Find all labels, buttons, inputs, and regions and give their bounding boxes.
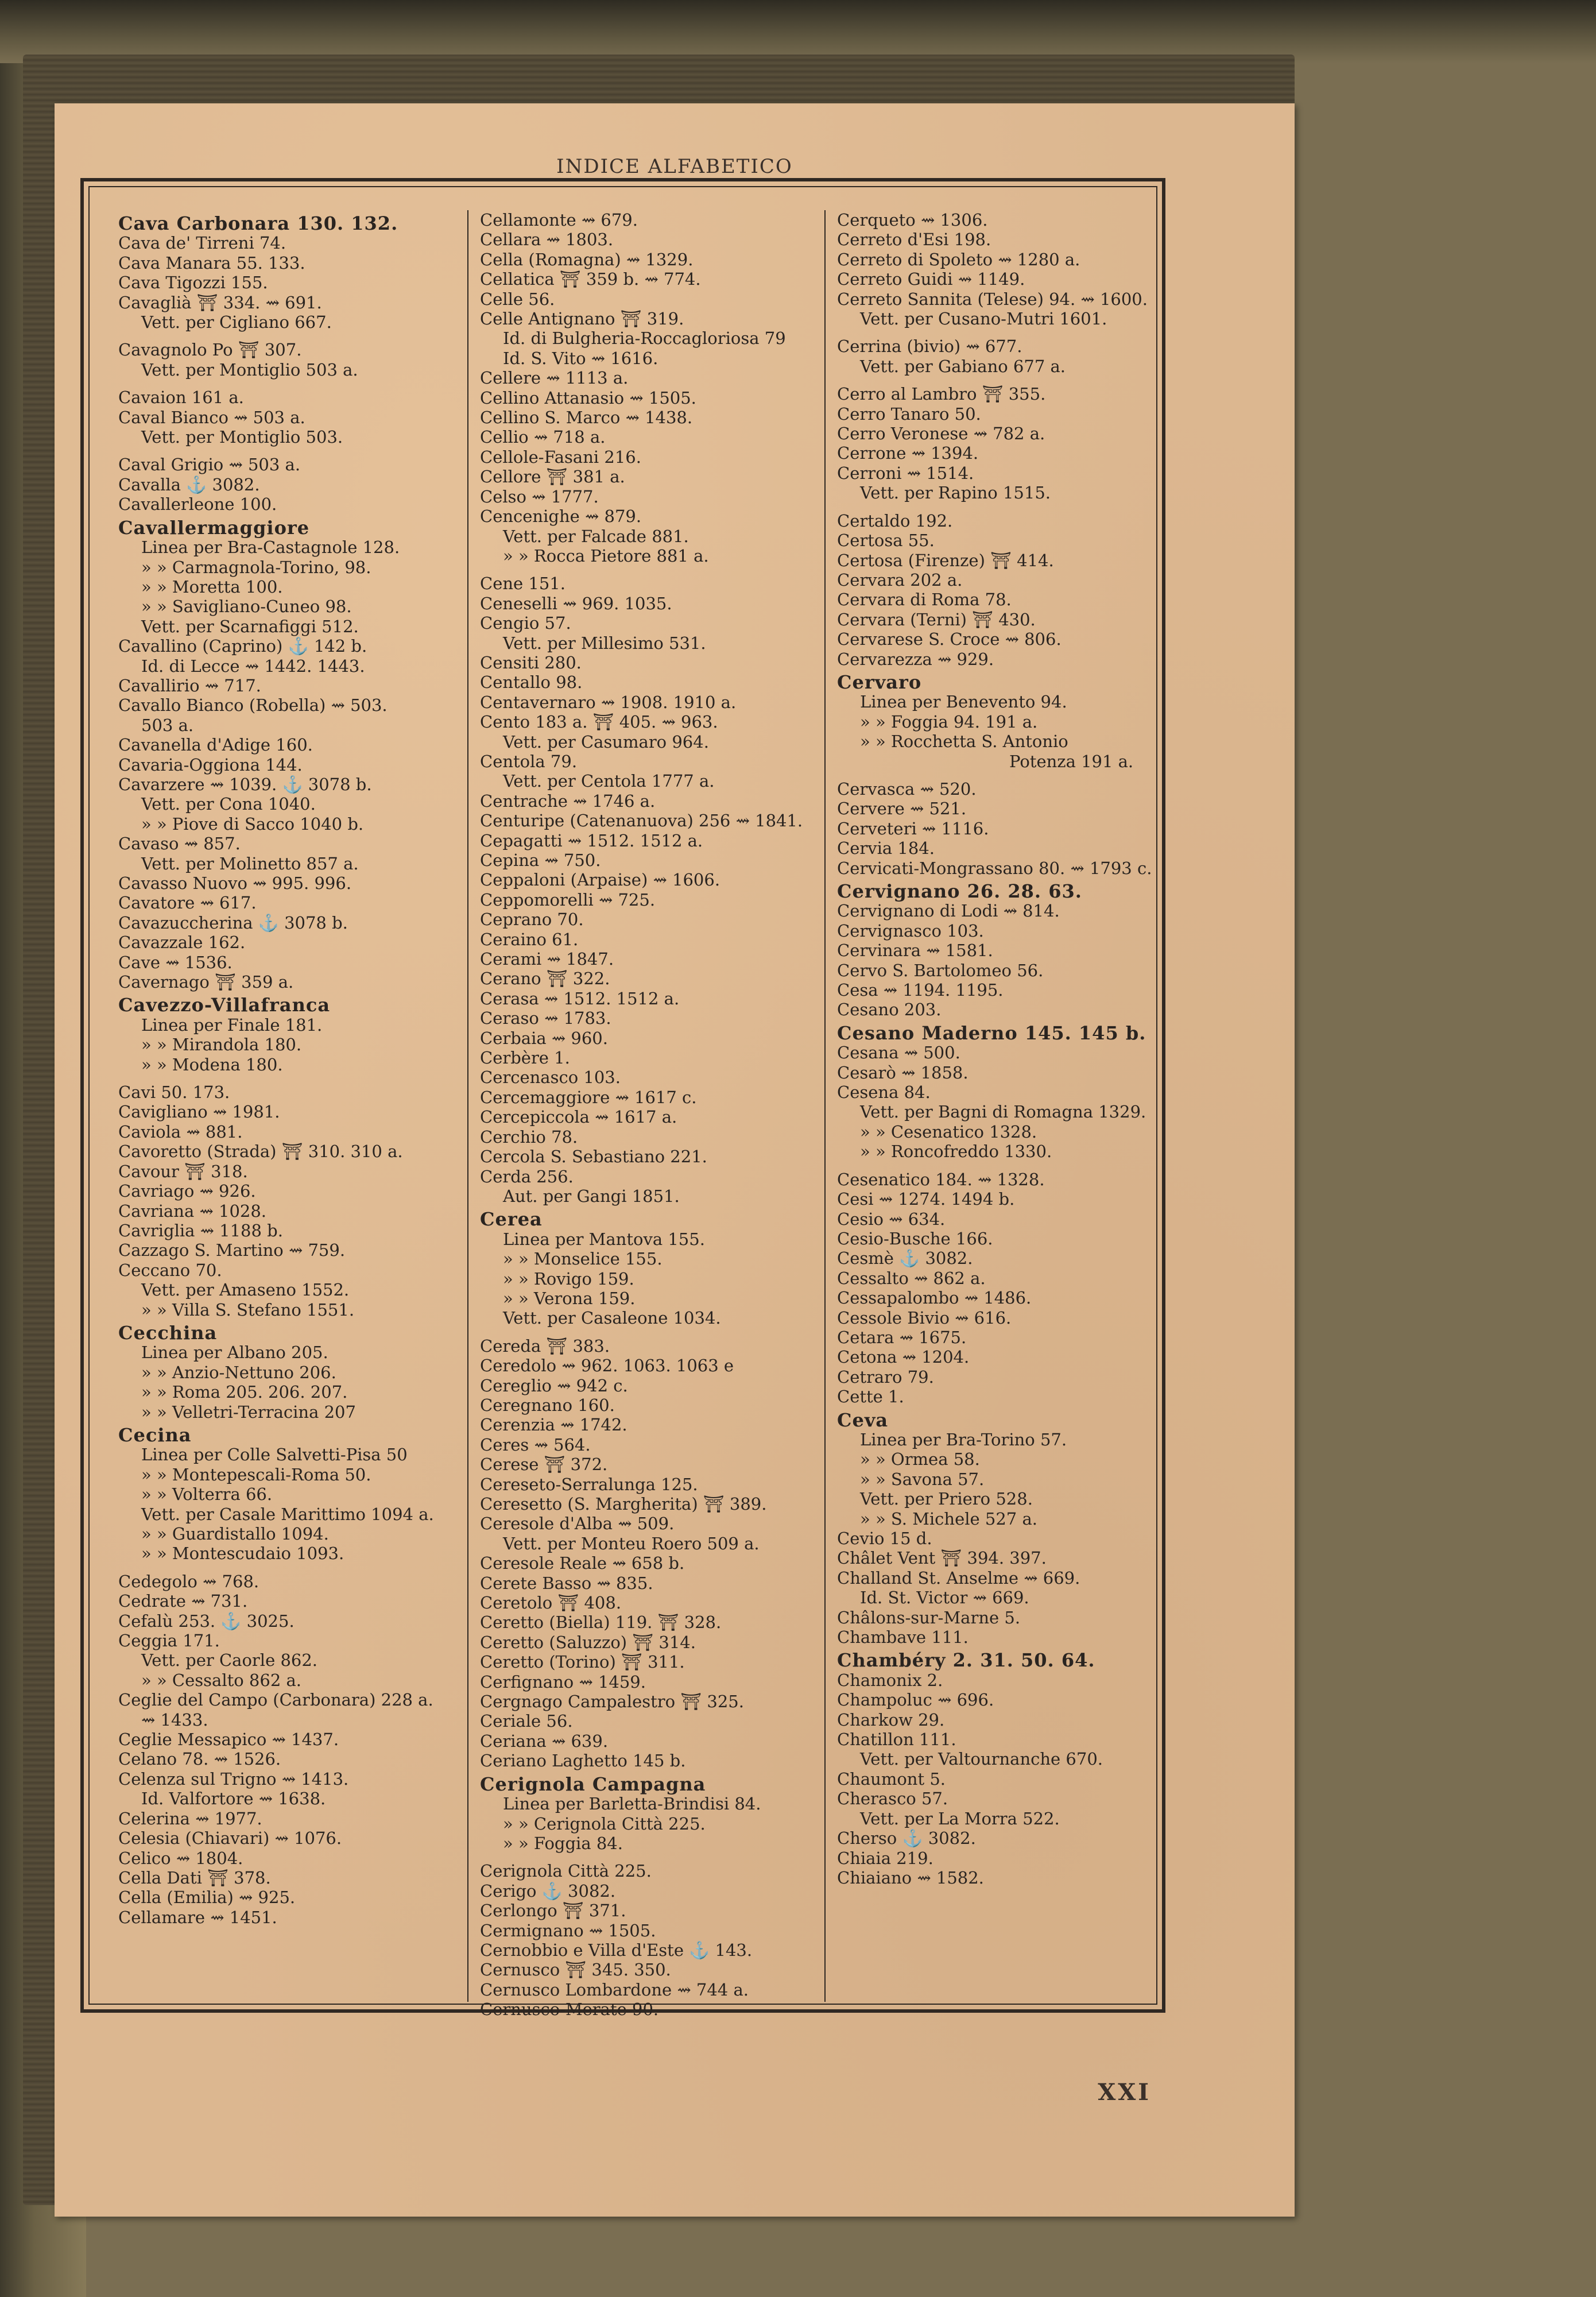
index-entry: Cervia 184. xyxy=(837,838,935,859)
index-entry: Cercenasco 103. xyxy=(480,1068,621,1088)
index-entry: » » Rovigo 159. xyxy=(503,1269,634,1289)
index-entry: Vett. per Scarnafiggi 512. xyxy=(141,616,359,636)
index-entry: Ceriana ⇝ 639. xyxy=(480,1731,609,1751)
index-column-2 xyxy=(467,210,824,2020)
index-entry: Vett. per Millesimo 531. xyxy=(503,633,706,653)
index-entry: Vett. per Molinetto 857 a. xyxy=(141,853,359,873)
index-entry: Linea per Finale 181. xyxy=(141,1015,323,1035)
index-entry: Ceres ⇝ 564. xyxy=(480,1434,591,1455)
index-heading: Cecina xyxy=(118,1424,192,1446)
index-entry: Cavigliano ⇝ 1981. xyxy=(118,1102,280,1122)
index-entry: Cavernago ⛩ 359 a. xyxy=(118,972,294,992)
index-entry: Cava de' Tirreni 74. xyxy=(118,233,286,253)
index-entry: Cesmè ⚓ 3082. xyxy=(837,1248,973,1269)
index-entry: Vett. per Casumaro 964. xyxy=(503,732,709,752)
index-entry: » » Verona 159. xyxy=(503,1288,636,1308)
index-entry: Cerreto Guidi ⇝ 1149. xyxy=(837,269,1025,289)
index-entry: Cervere ⇝ 521. xyxy=(837,799,967,819)
index-entry: Ceppomorelli ⇝ 725. xyxy=(480,890,656,910)
index-entry: » » Foggia 94. 191 a. xyxy=(860,711,1038,732)
index-entry: Champoluc ⇝ 696. xyxy=(837,1690,994,1710)
index-entry: Cellatica ⛩ 359 b. ⇝ 774. xyxy=(480,269,701,289)
index-entry: Cellino Attanasio ⇝ 1505. xyxy=(480,388,696,408)
index-entry: Cervignasco 103. xyxy=(837,921,984,941)
index-entry: Celle Antignano ⛩ 319. xyxy=(480,309,684,329)
index-entry: Cazzago S. Martino ⇝ 759. xyxy=(118,1240,346,1260)
index-entry: Ceprano 70. xyxy=(480,910,584,930)
index-entry: ⇝ 1433. xyxy=(141,1710,208,1730)
index-entry: Caviola ⇝ 881. xyxy=(118,1122,243,1142)
index-entry: Ceriale 56. xyxy=(480,1711,573,1731)
index-heading: Cavezzo-Villafranca xyxy=(118,994,331,1016)
index-entry: Certaldo 192. xyxy=(837,511,953,531)
index-entry: Cavazzale 162. xyxy=(118,933,246,953)
index-entry: Cervara (Terni) ⛩ 430. xyxy=(837,609,1036,629)
index-entry: Cella (Romagna) ⇝ 1329. xyxy=(480,249,694,269)
index-entry: Cervara 202 a. xyxy=(837,570,963,590)
index-entry: » » Foggia 84. xyxy=(503,1833,623,1853)
index-entry: Cavallerleone 100. xyxy=(118,494,277,515)
index-entry: Cervarezza ⇝ 929. xyxy=(837,649,994,669)
index-entry: » » Villa S. Stefano 1551. xyxy=(141,1300,355,1320)
index-entry: Cepagatti ⇝ 1512. 1512 a. xyxy=(480,830,703,850)
index-entry: Vett. per Cusano-Mutri 1601. xyxy=(860,309,1107,329)
index-entry: Cavriglia ⇝ 1188 b. xyxy=(118,1220,283,1240)
index-entry: Cene 151. xyxy=(480,574,565,594)
index-entry: » » Roncofreddo 1330. xyxy=(860,1142,1052,1162)
index-entry: Cerchio 78. xyxy=(480,1127,578,1147)
index-entry: Cerfignano ⇝ 1459. xyxy=(480,1672,646,1692)
index-frame xyxy=(80,178,1165,2020)
book-page xyxy=(55,103,1295,2217)
index-entry: Cesenatico 184. ⇝ 1328. xyxy=(837,1169,1045,1189)
index-entry: Vett. per Valtournanche 670. xyxy=(860,1749,1103,1769)
index-heading: Cava Carbonara 130. 132. xyxy=(118,212,398,234)
index-entry: Cavriana ⇝ 1028. xyxy=(118,1201,267,1221)
index-entry: Centuripe (Catenanuova) 256 ⇝ 1841. xyxy=(480,811,803,831)
index-entry: Celle 56. xyxy=(480,289,555,309)
index-entry: Vett. per Montiglio 503. xyxy=(141,427,343,447)
index-entry: » » Savigliano-Cuneo 98. xyxy=(141,597,352,617)
index-entry: Linea per Mantova 155. xyxy=(503,1229,705,1249)
index-entry: Certosa (Firenze) ⛩ 414. xyxy=(837,550,1054,570)
index-entry: Vett. per Gabiano 677 a. xyxy=(860,356,1066,376)
index-entry: Ceggia 171. xyxy=(118,1631,220,1651)
index-entry: Cepina ⇝ 750. xyxy=(480,850,601,870)
index-entry: » » Modena 180. xyxy=(141,1054,283,1074)
index-entry: » » S. Michele 527 a. xyxy=(860,1509,1037,1529)
index-entry: Cette 1. xyxy=(837,1387,904,1407)
index-entry: Cento 183 a. ⛩ 405. ⇝ 963. xyxy=(480,712,718,732)
index-entry: » » Velletri-Terracina 207 xyxy=(141,1402,356,1422)
index-entry: Cerbère 1. xyxy=(480,1048,570,1068)
index-entry: Vett. per Caorle 862. xyxy=(141,1650,318,1670)
index-entry: Vett. per Centola 1777 a. xyxy=(503,771,715,791)
index-heading: Cerea xyxy=(480,1208,543,1231)
index-entry: Ceresetto (S. Margherita) ⛩ 389. xyxy=(480,1494,767,1514)
index-entry: Linea per Bra-Castagnole 128. xyxy=(141,537,400,558)
index-entry: Cesena 84. xyxy=(837,1082,931,1103)
index-entry: Cerbaia ⇝ 960. xyxy=(480,1028,608,1048)
index-entry: Celico ⇝ 1804. xyxy=(118,1848,243,1868)
index-entry: Cerete Basso ⇝ 835. xyxy=(480,1573,653,1593)
index-entry: Cavatore ⇝ 617. xyxy=(118,893,257,913)
index-entry: Caval Bianco ⇝ 503 a. xyxy=(118,407,305,427)
index-entry: » » Volterra 66. xyxy=(141,1484,273,1505)
index-entry: Cella (Emilia) ⇝ 925. xyxy=(118,1888,296,1908)
index-entry: » » Moretta 100. xyxy=(141,577,283,597)
index-entry: Cava Manara 55. 133. xyxy=(118,253,305,273)
index-entry: Charkow 29. xyxy=(837,1710,945,1730)
index-entry: » » Montepescali-Roma 50. xyxy=(141,1464,371,1484)
scan-edge-top xyxy=(0,0,1596,63)
index-entry: Cavallo Bianco (Robella) ⇝ 503. xyxy=(118,695,388,716)
index-entry: Cellino S. Marco ⇝ 1438. xyxy=(480,408,693,428)
index-entry: Cella Dati ⛩ 378. xyxy=(118,1867,271,1888)
index-entry: Cavazuccherina ⚓ 3078 b. xyxy=(118,912,348,933)
index-entry: Centavernaro ⇝ 1908. 1910 a. xyxy=(480,692,737,712)
index-entry: Cesana ⇝ 500. xyxy=(837,1043,960,1063)
index-entry: Cavaria-Oggiona 144. xyxy=(118,755,303,775)
index-entry: Cercola S. Sebastiano 221. xyxy=(480,1147,707,1167)
index-entry: Cerenzia ⇝ 1742. xyxy=(480,1415,627,1435)
index-entry: Cercepiccola ⇝ 1617 a. xyxy=(480,1107,677,1127)
index-entry: Châlons-sur-Marne 5. xyxy=(837,1607,1021,1627)
index-entry: Cerro Tanaro 50. xyxy=(837,404,981,424)
index-entry: Chamonix 2. xyxy=(837,1670,943,1690)
index-entry: » » Monselice 155. xyxy=(503,1249,663,1269)
index-entry: Vett. per Rapino 1515. xyxy=(860,483,1051,503)
index-entry: Linea per Barletta-Brindisi 84. xyxy=(503,1794,761,1814)
index-entry: Cavaso ⇝ 857. xyxy=(118,834,241,854)
index-entry: Cellere ⇝ 1113 a. xyxy=(480,368,629,388)
index-entry: Cavagnolo Po ⛩ 307. xyxy=(118,340,302,360)
index-entry: Chiaiano ⇝ 1582. xyxy=(837,1867,984,1888)
index-entry: Celerina ⇝ 1977. xyxy=(118,1808,262,1828)
index-entry: Centallo 98. xyxy=(480,672,583,693)
index-entry: Ceredolo ⇝ 962. 1063. 1063 e xyxy=(480,1356,734,1376)
index-heading: Cesano Maderno 145. 145 b. xyxy=(837,1022,1146,1044)
index-entry: Cervasca ⇝ 520. xyxy=(837,779,977,799)
index-entry: Vett. per Priero 528. xyxy=(860,1489,1033,1509)
index-entry: Cerro al Lambro ⛩ 355. xyxy=(837,384,1046,404)
index-entry: Cerignola Città 225. xyxy=(480,1861,652,1881)
index-entry: Chambave 111. xyxy=(837,1627,969,1648)
index-entry: Linea per Albano 205. xyxy=(141,1343,328,1363)
index-entry: » » Rocca Pietore 881 a. xyxy=(503,546,709,566)
index-entry: Ceresole d'Alba ⇝ 509. xyxy=(480,1514,675,1534)
index-entry: Cessapalombo ⇝ 1486. xyxy=(837,1288,1032,1308)
index-entry: Cervara di Roma 78. xyxy=(837,590,1012,610)
index-entry: Vett. per Amaseno 1552. xyxy=(141,1280,350,1300)
index-entry: Caval Grigio ⇝ 503 a. xyxy=(118,455,301,475)
index-entry: Cavarzere ⇝ 1039. ⚓ 3078 b. xyxy=(118,774,372,794)
index-entry: Cavaion 161 a. xyxy=(118,388,244,408)
index-entry: Châlet Vent ⛩ 394. 397. xyxy=(837,1548,1047,1568)
index-entry: Vett. per Casaleone 1034. xyxy=(503,1308,721,1328)
index-entry: Cencenighe ⇝ 879. xyxy=(480,506,642,527)
index-entry: Chatillon 111. xyxy=(837,1730,956,1750)
index-entry: Cerrina (bivio) ⇝ 677. xyxy=(837,337,1022,357)
index-entry: » » Montescudaio 1093. xyxy=(141,1544,344,1564)
index-entry: Ceglie del Campo (Carbonara) 228 a. xyxy=(118,1690,433,1710)
index-entry: Id. di Bulgheria-Roccagloriosa 79 xyxy=(503,328,786,349)
index-entry: Aut. per Gangi 1851. xyxy=(503,1186,680,1206)
index-entry: Cerro Veronese ⇝ 782 a. xyxy=(837,424,1045,444)
index-entry: Cave ⇝ 1536. xyxy=(118,952,233,972)
index-column-1 xyxy=(118,210,463,2002)
index-entry: Cesio-Busche 166. xyxy=(837,1228,993,1248)
index-entry: Cavaglià ⛩ 334. ⇝ 691. xyxy=(118,292,322,312)
index-entry: Ceneselli ⇝ 969. 1035. xyxy=(480,593,672,613)
index-entry: Cereglio ⇝ 942 c. xyxy=(480,1375,628,1395)
index-entry: Cergnago Campalestro ⛩ 325. xyxy=(480,1692,744,1712)
index-entry: Cerreto Sannita (Telese) 94. ⇝ 1600. xyxy=(837,289,1148,309)
index-heading: Cervaro xyxy=(837,671,922,693)
index-entry: Id. St. Victor ⇝ 669. xyxy=(860,1588,1029,1608)
index-entry: Potenza 191 a. xyxy=(1009,751,1134,771)
index-entry: Vett. per Bagni di Romagna 1329. xyxy=(860,1102,1146,1122)
index-entry: Celesia (Chiavari) ⇝ 1076. xyxy=(118,1828,342,1849)
index-entry: Chiaia 219. xyxy=(837,1848,933,1868)
index-heading: Cecchina xyxy=(118,1321,218,1344)
index-entry: Linea per Colle Salvetti-Pisa 50 xyxy=(141,1445,408,1465)
index-entry: Cercemaggiore ⇝ 1617 c. xyxy=(480,1087,697,1107)
index-entry: Ceretolo ⛩ 408. xyxy=(480,1593,622,1613)
index-entry: Cerano ⛩ 322. xyxy=(480,969,610,989)
index-entry: Cervignano di Lodi ⇝ 814. xyxy=(837,901,1060,921)
index-entry: Id. S. Vito ⇝ 1616. xyxy=(503,348,658,368)
index-entry: Cellole-Fasani 216. xyxy=(480,447,641,467)
index-entry: Vett. per La Morra 522. xyxy=(860,1808,1060,1828)
index-entry: Cellamare ⇝ 1451. xyxy=(118,1907,277,1927)
index-heading: Cerignola Campagna xyxy=(480,1773,706,1795)
index-heading: Cervignano 26. 28. 63. xyxy=(837,880,1082,902)
index-entry: Cervicati-Mongrassano 80. ⇝ 1793 c. xyxy=(837,858,1152,878)
index-entry: Cherso ⚓ 3082. xyxy=(837,1828,976,1849)
index-column-3 xyxy=(824,210,1181,2002)
index-entry: Cerreto d'Esi 198. xyxy=(837,230,991,250)
index-entry: Cernusco-Merate 90. xyxy=(480,2000,659,2020)
index-entry: Vett. per Casale Marittimo 1094 a. xyxy=(141,1504,434,1524)
index-entry: » » Carmagnola-Torino, 98. xyxy=(141,557,371,577)
index-entry: » » Cessalto 862 a. xyxy=(141,1670,302,1690)
index-entry: Cerlongo ⛩ 371. xyxy=(480,1901,626,1921)
index-entry: Cengio 57. xyxy=(480,613,571,633)
index-entry: Cetona ⇝ 1204. xyxy=(837,1347,970,1367)
index-entry: Certosa 55. xyxy=(837,531,935,551)
index-entry: Cellara ⇝ 1803. xyxy=(480,230,614,250)
index-entry: Cellamonte ⇝ 679. xyxy=(480,210,638,230)
index-entry: Chaumont 5. xyxy=(837,1769,946,1789)
index-entry: Celenza sul Trigno ⇝ 1413. xyxy=(118,1769,349,1789)
index-entry: Ceppaloni (Arpaise) ⇝ 1606. xyxy=(480,870,720,890)
index-entry: Vett. per Cigliano 667. xyxy=(141,312,332,332)
index-entry: Cermignano ⇝ 1505. xyxy=(480,1920,656,1940)
index-entry: Cervo S. Bartolomeo 56. xyxy=(837,960,1044,980)
index-heading: Chambéry 2. 31. 50. 64. xyxy=(837,1649,1095,1672)
index-entry: Ceraino 61. xyxy=(480,929,579,949)
index-entry: Cereda ⛩ 383. xyxy=(480,1336,610,1356)
index-entry: Cervinara ⇝ 1581. xyxy=(837,941,993,961)
index-entry: Vett. per Cona 1040. xyxy=(141,794,316,814)
index-entry: » » Anzio-Nettuno 206. xyxy=(141,1362,336,1382)
index-entry: Cerda 256. xyxy=(480,1166,574,1186)
index-entry: Centola 79. xyxy=(480,751,578,771)
index-entry: Centrache ⇝ 1746 a. xyxy=(480,791,656,811)
index-entry: Cernusco Lombardone ⇝ 744 a. xyxy=(480,1979,749,2000)
index-entry: Cervarese S. Croce ⇝ 806. xyxy=(837,629,1062,649)
index-entry: Cedrate ⇝ 731. xyxy=(118,1591,248,1611)
index-entry: Cavallirio ⇝ 717. xyxy=(118,675,261,695)
index-entry: » » Ormea 58. xyxy=(860,1449,980,1470)
index-entry: » » Savona 57. xyxy=(860,1469,985,1489)
index-entry: Cavoretto (Strada) ⛩ 310. 310 a. xyxy=(118,1142,403,1162)
index-entry: Linea per Bra-Torino 57. xyxy=(860,1429,1067,1449)
index-entry: Cedegolo ⇝ 768. xyxy=(118,1571,259,1591)
index-entry: 503 a. xyxy=(141,715,194,735)
index-entry: Cerasa ⇝ 1512. 1512 a. xyxy=(480,988,680,1008)
index-entry: Ceriano Laghetto 145 b. xyxy=(480,1751,686,1771)
index-entry: Cellio ⇝ 718 a. xyxy=(480,427,606,447)
index-entry: Linea per Benevento 94. xyxy=(860,692,1067,712)
running-title: INDICE ALFABETICO xyxy=(556,155,793,178)
index-entry: Id. di Lecce ⇝ 1442. 1443. xyxy=(141,656,365,676)
index-entry: Ceraso ⇝ 1783. xyxy=(480,1008,611,1028)
index-entry: Vett. per Montiglio 503 a. xyxy=(141,359,358,380)
index-entry: Ceretto (Biella) 119. ⛩ 328. xyxy=(480,1612,722,1633)
index-entry: Cavi 50. 173. xyxy=(118,1082,230,1103)
index-entry: Cavallino (Caprino) ⚓ 142 b. xyxy=(118,636,367,656)
index-entry: Ceresole Reale ⇝ 658 b. xyxy=(480,1553,685,1573)
index-entry: Cerqueto ⇝ 1306. xyxy=(837,210,988,230)
index-entry: Cesi ⇝ 1274. 1494 b. xyxy=(837,1189,1015,1209)
index-entry: Cavalla ⚓ 3082. xyxy=(118,474,260,494)
index-entry: Celso ⇝ 1777. xyxy=(480,486,599,506)
index-entry: Cereseto-Serralunga 125. xyxy=(480,1474,698,1494)
index-entry: Cavriago ⇝ 926. xyxy=(118,1181,256,1201)
index-entry: Cetara ⇝ 1675. xyxy=(837,1327,967,1347)
index-entry: Cesarò ⇝ 1858. xyxy=(837,1062,969,1082)
index-entry: Cellore ⛩ 381 a. xyxy=(480,467,625,487)
index-entry: Cefalù 253. ⚓ 3025. xyxy=(118,1611,295,1631)
index-entry: Vett. per Monteu Roero 509 a. xyxy=(503,1533,760,1553)
index-entry: Vett. per Falcade 881. xyxy=(503,526,689,546)
index-entry: Cevio 15 d. xyxy=(837,1529,932,1548)
index-entry: Cesano 203. xyxy=(837,1000,942,1020)
index-entry: » » Piove di Sacco 1040 b. xyxy=(141,814,364,834)
index-entry: Celano 78. ⇝ 1526. xyxy=(118,1749,281,1769)
index-entry: Ceglie Messapico ⇝ 1437. xyxy=(118,1730,339,1750)
index-entry: Challand St. Anselme ⇝ 669. xyxy=(837,1568,1080,1588)
page-number: XXI xyxy=(1098,2079,1151,2106)
index-entry: Cerroni ⇝ 1514. xyxy=(837,463,974,483)
index-entry: » » Guardistallo 1094. xyxy=(141,1524,329,1544)
index-entry: Cetraro 79. xyxy=(837,1367,934,1387)
index-entry: Cesa ⇝ 1194. 1195. xyxy=(837,980,1004,1000)
index-entry: Cernusco ⛩ 345. 350. xyxy=(480,1960,671,1980)
index-entry: Id. Valfortore ⇝ 1638. xyxy=(141,1789,326,1809)
index-entry: Ceretto (Torino) ⛩ 311. xyxy=(480,1652,685,1672)
index-entry: » » Roma 205. 206. 207. xyxy=(141,1382,348,1402)
index-entry: Ceregnano 160. xyxy=(480,1395,615,1415)
index-entry: Cavasso Nuovo ⇝ 995. 996. xyxy=(118,873,352,893)
index-entry: Cavanella d'Adige 160. xyxy=(118,735,313,755)
index-entry: » » Cesenatico 1328. xyxy=(860,1122,1037,1142)
index-entry: Cerreto di Spoleto ⇝ 1280 a. xyxy=(837,249,1080,269)
index-entry: Cerami ⇝ 1847. xyxy=(480,949,614,969)
index-entry: Censiti 280. xyxy=(480,652,582,672)
index-entry: » » Mirandola 180. xyxy=(141,1035,302,1055)
index-entry: Cavour ⛩ 318. xyxy=(118,1161,248,1181)
index-entry: Cherasco 57. xyxy=(837,1789,948,1809)
index-entry: Cessalto ⇝ 862 a. xyxy=(837,1268,986,1288)
index-entry: Ceretto (Saluzzo) ⛩ 314. xyxy=(480,1632,696,1652)
index-entry: Cesio ⇝ 634. xyxy=(837,1209,946,1229)
index-heading: Ceva xyxy=(837,1409,889,1431)
index-entry: Cessole Bivio ⇝ 616. xyxy=(837,1308,1012,1328)
index-entry: Cerese ⛩ 372. xyxy=(480,1455,608,1475)
index-entry: Cava Tigozzi 155. xyxy=(118,273,268,293)
index-entry: Cerrone ⇝ 1394. xyxy=(837,443,979,463)
index-entry: » » Rocchetta S. Antonio xyxy=(860,732,1068,752)
index-entry: Cerveteri ⇝ 1116. xyxy=(837,818,989,838)
index-entry: Cerigo ⚓ 3082. xyxy=(480,1881,616,1901)
index-entry: Ceccano 70. xyxy=(118,1260,222,1280)
index-heading: Cavallermaggiore xyxy=(118,516,310,539)
index-entry: » » Cerignola Città 225. xyxy=(503,1813,706,1834)
index-entry: Cernobbio e Villa d'Este ⚓ 143. xyxy=(480,1940,753,1960)
